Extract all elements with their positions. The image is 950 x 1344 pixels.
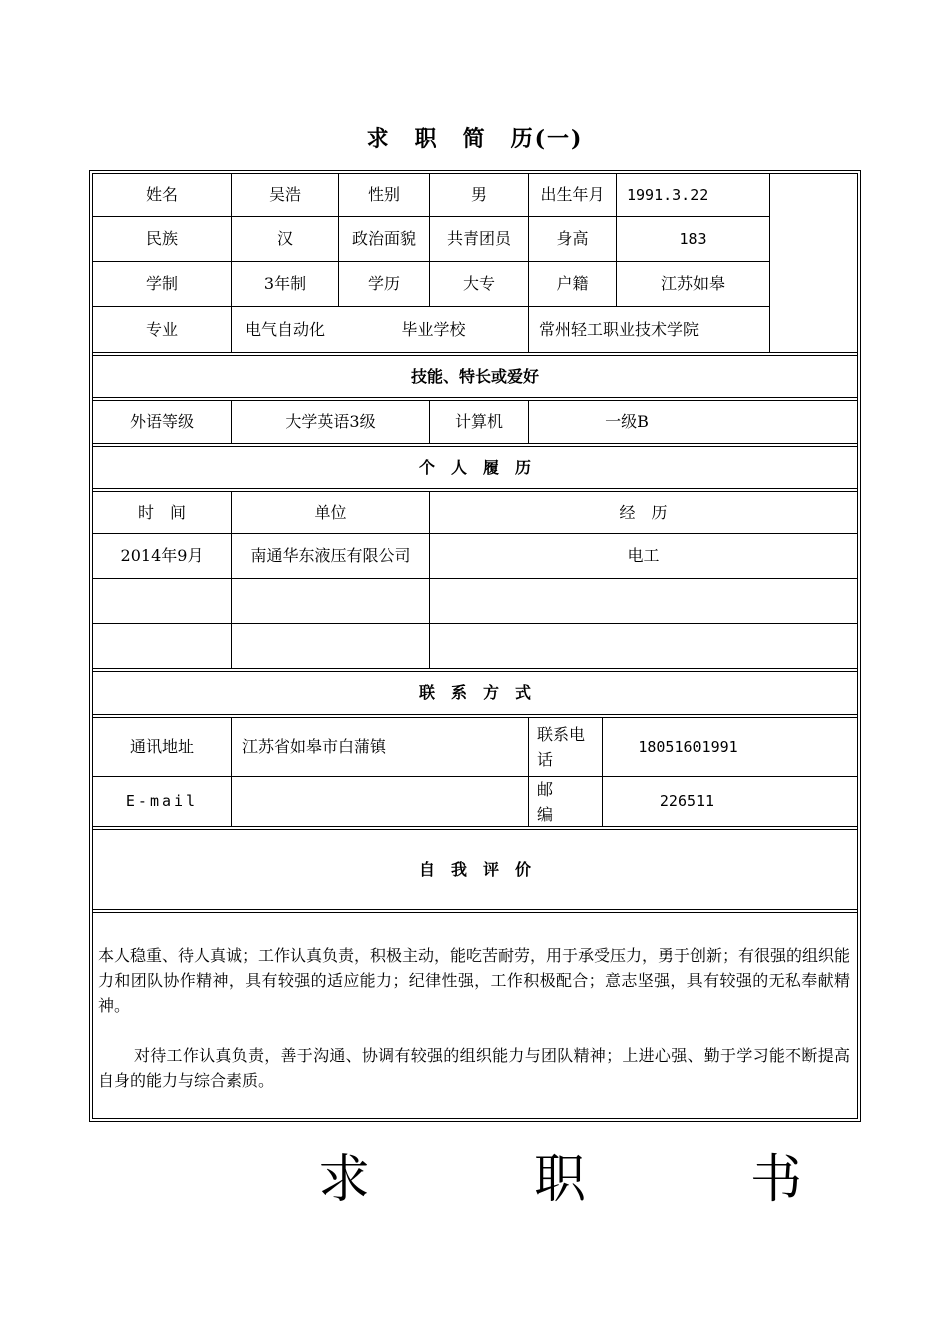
skills-heading: 技能、特长或爱好: [410, 366, 539, 386]
zip-label: 邮编: [537, 779, 554, 824]
name-label: 姓名: [145, 185, 178, 204]
phone-value: 18051601991: [638, 737, 738, 756]
gender-value: 男: [470, 185, 487, 204]
hukou-label: 户籍: [556, 274, 589, 293]
page-title: 求 职 简 历(一): [366, 126, 584, 152]
divider: [857, 173, 858, 1119]
table-row-time: [93, 624, 231, 668]
school-label: 毕业学校: [401, 319, 466, 339]
major-value: 电气自动化: [244, 319, 325, 339]
table-row-unit: 南通华东液压有限公司: [250, 546, 411, 565]
name-value: 吴浩: [268, 185, 301, 204]
self-eval-paragraph: 本人稳重、待人真诚；工作认真负责，积极主动，能吃苦耐劳，用于承受压力，勇于创新；有很强的组织能力和团队协作精神，具有较强的适应能力；纪律性强，工作积极配合；意志坚强，具有较强的无私奉献精神。: [98, 946, 851, 1015]
contact-heading: 联 系 方 式: [418, 683, 531, 702]
schooling-value: 3年制: [263, 274, 307, 293]
table-row-exp: [430, 624, 857, 668]
divider: [92, 668, 858, 669]
schooling-label: 学制: [145, 274, 178, 293]
computer-value: 一级B: [605, 412, 649, 431]
bottom-title-char: 书: [750, 1150, 803, 1210]
address-label: 通讯地址: [129, 737, 194, 756]
education-value: 大专: [462, 274, 495, 293]
history-col-exp: 经 历: [619, 502, 668, 522]
language-label: 外语等级: [129, 412, 194, 431]
divider: [92, 443, 858, 444]
self-eval-paragraph: 对待工作认真负责，善于沟通、协调有较强的组织能力与团队精神；上进心强、勤于学习能不断提高自身的能力与综合素质。: [98, 1046, 850, 1090]
gender-label: 性别: [367, 185, 400, 204]
history-heading: 个 人 履 历: [418, 457, 531, 477]
hukou-value: 江苏如皋: [660, 274, 725, 293]
divider: [92, 397, 858, 398]
address-value: 江苏省如皋市白蒲镇: [242, 737, 387, 756]
language-value: 大学英语3级: [285, 412, 376, 431]
birth-label: 出生年月: [540, 185, 605, 204]
divider: [92, 912, 858, 913]
email-label: E-mail: [125, 792, 199, 811]
self-eval-heading: 自 我 评 价: [418, 859, 531, 879]
divider: [92, 826, 858, 827]
history-col-unit: 单位: [314, 502, 347, 522]
bottom-title-char: 求: [318, 1150, 371, 1210]
divider: [92, 488, 858, 489]
political-label: 政治面貌: [351, 229, 416, 248]
divider: [92, 714, 858, 715]
table-row-time: [93, 579, 231, 623]
phone-label: 联系电话: [537, 725, 586, 769]
ethnicity-label: 民族: [145, 229, 178, 248]
height-value: 183: [679, 229, 707, 248]
divider: [92, 1118, 858, 1119]
zip-value: 226511: [659, 792, 715, 811]
email-value: [232, 777, 528, 826]
table-row-unit: [232, 624, 429, 668]
table-row-time: 2014年9月: [120, 546, 204, 565]
table-row-exp: [430, 579, 857, 623]
divider: [92, 909, 858, 910]
political-value: 共青团员: [446, 229, 511, 248]
computer-label: 计算机: [454, 412, 503, 431]
history-col-time: 时 间: [137, 502, 186, 522]
table-row-unit: [232, 579, 429, 623]
table-row-exp: 电工: [627, 546, 660, 565]
ethnicity-value: 汉: [276, 229, 293, 248]
school-value: 常州轻工职业技术学院: [539, 319, 700, 339]
education-label: 学历: [367, 274, 400, 293]
divider: [92, 352, 858, 353]
divider: [769, 173, 770, 353]
bottom-title-char: 职: [534, 1150, 587, 1210]
birth-value: 1991.3.22: [627, 185, 709, 204]
major-label: 专业: [145, 319, 178, 339]
height-label: 身高: [556, 229, 589, 248]
